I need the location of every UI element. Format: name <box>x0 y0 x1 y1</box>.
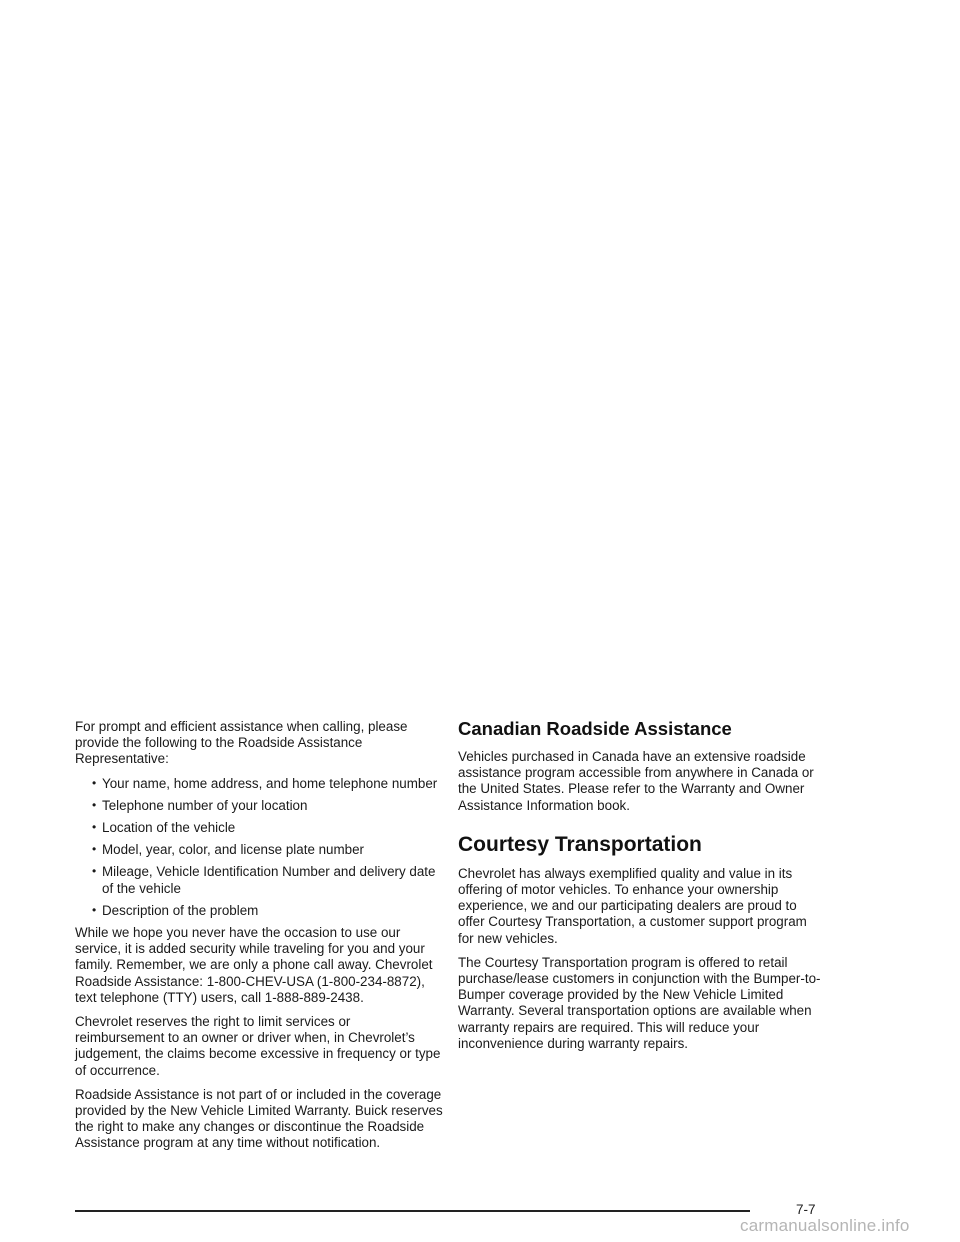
bullet-icon: • <box>92 775 97 790</box>
watermark: carmanualsonline.info <box>740 1216 910 1235</box>
bullet-icon: • <box>92 864 97 879</box>
courtesy-paragraph-1: Chevrolet has always exemplified quality and value in its offering of motor vehicles. To enhance your ownership experience, we and our participating dealers are proud to offer Courtesy Transportation, a customer support program for new vehicles. <box>458 865 807 946</box>
list-item: • Telephone number of your location <box>92 797 308 813</box>
bullet-icon: • <box>92 902 97 917</box>
footer-rule <box>75 1210 750 1212</box>
list-item: • Location of the vehicle <box>92 820 236 836</box>
intro-paragraph: For prompt and efficient assistance when calling, please provide the following to the Roadside Assistance Representative: <box>75 719 408 767</box>
canadian-paragraph: Vehicles purchased in Canada have an extensive roadside assistance program accessible from anywhere in Canada or the United States. Please refer to the Warranty and Owner Assistance Information book. <box>458 749 814 813</box>
courtesy-paragraph-2: The Courtesy Transportation program is offered to retail purchase/lease customers in conjunction with the Bumper-to-Bumper coverage provided by the New Vehicle Limited Warranty. Several transportation options are available when warranty repairs are required. This will reduce your inconvenience during warranty repairs. <box>458 954 821 1051</box>
list-item: • Description of the problem <box>92 902 259 918</box>
service-paragraph: While we hope you never have the occasion to use our service, it is added security while traveling for you and your family. Remember, we are only a phone call away. Chevrolet Roadside Assistance: 1-800-CHEV-USA (1-800-234-8872), text telephone (TTY) users, call 1-888-889-2438. <box>75 925 433 1005</box>
coverage-paragraph: Roadside Assistance is not part of or included in the coverage provided by the New Vehicle Limited Warranty. Buick reserves the right to make any changes or discontinue the Roadside Assistance program at any time without notification. <box>75 1086 443 1151</box>
list-item: • Your name, home address, and home telephone number <box>92 775 438 791</box>
page-number: 7-7 <box>796 1202 816 1217</box>
left-column <box>75 719 443 1160</box>
bullet-icon: • <box>92 820 97 835</box>
canadian-heading: Canadian Roadside Assistance <box>458 718 732 739</box>
bullet-icon: • <box>92 797 97 812</box>
right-column <box>458 719 823 1060</box>
limit-paragraph: Chevrolet reserves the right to limit services or reimbursement to an owner or driver when, in Chevrolet’s judgement, the claims become excessive in frequency or type of occurrence. <box>75 1014 441 1078</box>
info-list <box>75 776 443 919</box>
bullet-icon: • <box>92 842 97 857</box>
courtesy-heading: Courtesy Transportation <box>458 832 702 856</box>
list-item: • Model, year, color, and license plate number <box>92 842 365 858</box>
list-item: • Mileage, Vehicle Identification Number and delivery date of the vehicle <box>92 864 436 896</box>
